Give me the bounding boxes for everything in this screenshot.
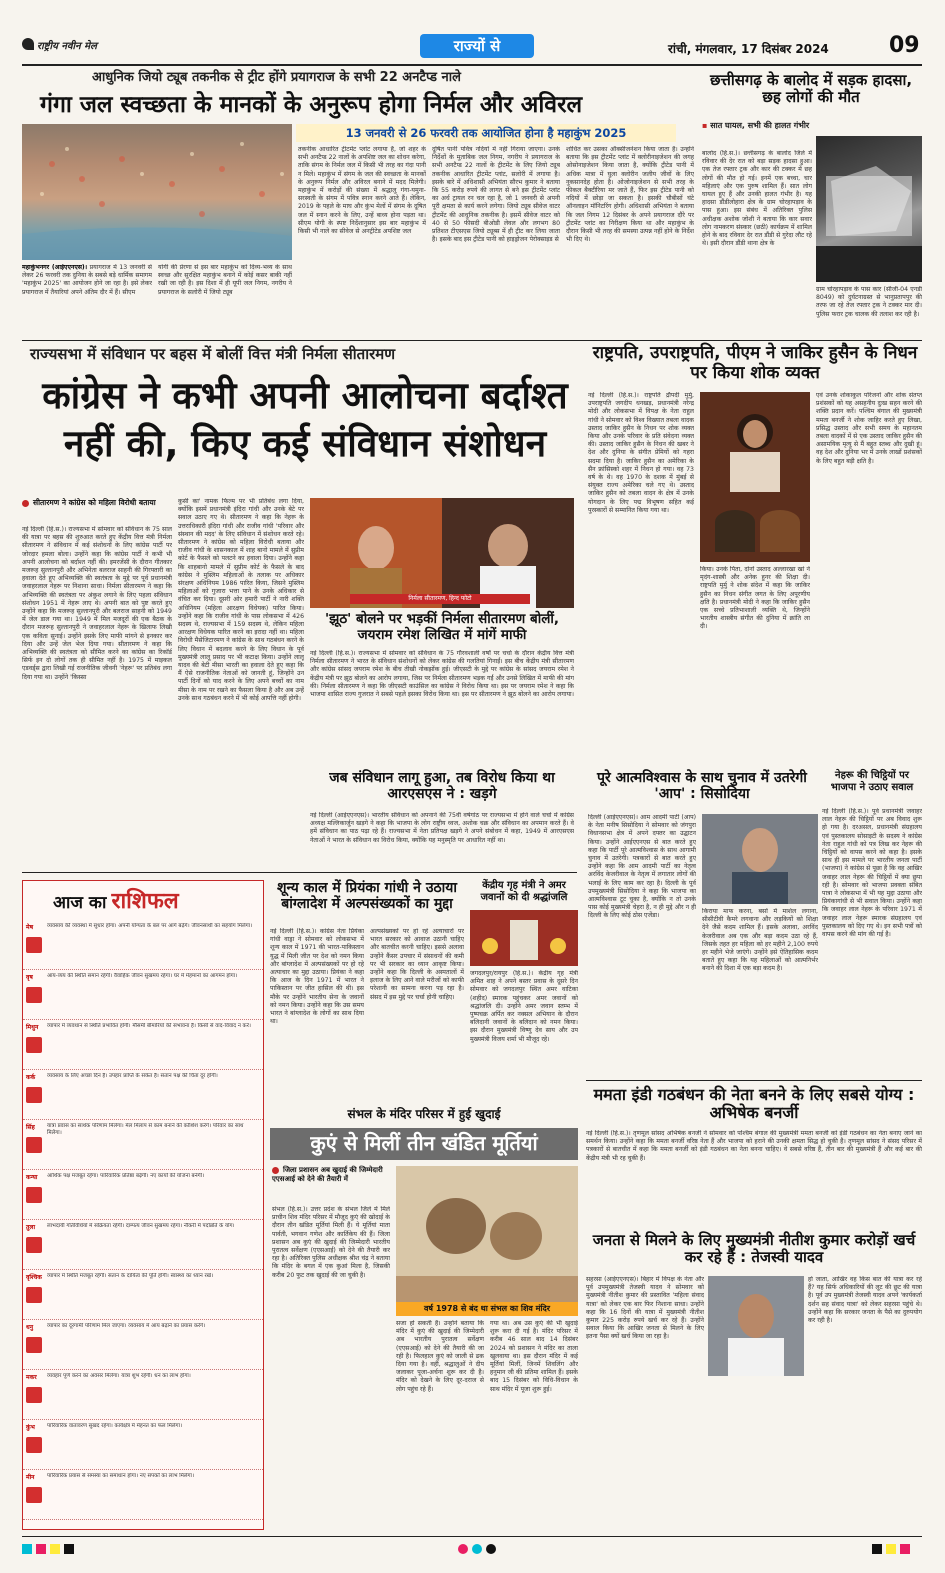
zodiac-prediction: व्यापार का दूरगामी परिणाम मिल जाएगा। व्यवसाय में आय बढ़ाने का प्रयास करेंगे। bbox=[47, 1323, 206, 1329]
zodiac-sign-icon bbox=[26, 1287, 42, 1303]
sisodia-body2: किराया माफ करना, बसों में मार्शल लगाना, सीसीटीवी कैमरे लगवाना और लड़कियों को शिक्षा देने जैसे कदम शामिल हैं। इसके अलावा, अरविंद केजरीवाल अब एक और बड़ा कदम उठा रहे हैं, जिसके तहत हर महिला को हर महीने 2,100 रुपये हर महीने भेजे जाएंगे। उन्होंने इसे ऐतिहासिक कदम बताते हुए कहा कि यह महिलाओं को आत्मनिर्भर बनाने की दिशा में एक बड़ा कदम है। bbox=[702, 908, 818, 973]
zodiac-row bbox=[23, 921, 263, 970]
tabla-illustration bbox=[700, 392, 810, 562]
sambhal-headline: कुएं से मिलीं तीन खंडित मूर्तियां bbox=[310, 1131, 538, 1155]
dateline: रांची, मंगलवार, 17 दिसंबर 2024 bbox=[668, 42, 829, 56]
sitharaman-sub1-headline: 'झूठ' बोलने पर भड़कीं निर्मला सीतारमण बोलीं, जयराम रमेश लिखित में मांगें माफी bbox=[325, 611, 559, 643]
kumbh-kicker: आधुनिक जियो ट्यूब तकनीक से ट्रीट होंगे प्रयागराज के सभी 22 अनटैप्ड नाले bbox=[92, 70, 461, 85]
bullet-icon: ▪ bbox=[702, 121, 708, 130]
sambhal-kicker: संभल के मंदिर परिसर में हुई खुदाई bbox=[347, 1107, 501, 1121]
paper-name: राष्ट्रीय नवीन मेल bbox=[37, 41, 97, 52]
sitharaman-kicker: राज्यसभा में संविधान पर बहस में बोलीं वित्त मंत्री निर्मला सीतारमण bbox=[30, 345, 396, 363]
zodiac-name: मकर bbox=[26, 1374, 37, 1381]
paper-logo bbox=[22, 36, 132, 54]
sisodia-headline: पूरे आत्मविश्वास के साथ चुनाव में उतरेगी 'आप' : सिसोदिया bbox=[597, 770, 807, 803]
zodiac-sign-icon bbox=[26, 937, 42, 953]
color-swatch bbox=[886, 1544, 896, 1554]
sitharaman-headline: कांग्रेस ने कभी अपनी आलोचना बर्दाश्त नहीं की, किए कई संविधान संशोधन bbox=[42, 374, 568, 465]
sitharaman-sub2-headline: जब संविधान लागू हुआ, तब विरोध किया था आरएसएस ने : खड़गे bbox=[329, 770, 555, 803]
color-swatch bbox=[872, 1544, 882, 1554]
parliament-photo bbox=[310, 498, 574, 608]
color-swatch bbox=[50, 1544, 60, 1554]
zodiac-sign-icon bbox=[26, 1237, 42, 1253]
registration-marks bbox=[22, 1544, 922, 1558]
zodiac-name: तुला bbox=[26, 1224, 36, 1231]
zodiac-list bbox=[23, 921, 263, 1525]
zodiac-sign-icon bbox=[26, 1437, 42, 1453]
masthead-rule bbox=[22, 64, 922, 66]
masthead bbox=[22, 30, 922, 64]
zodiac-prediction: यात्रा प्रवास का सार्थक परिणाम मिलेगा। मेल मिलाप से काम बनाने की कोशिश करेंगे। परिवार का साथ मिलेगा। bbox=[47, 1123, 244, 1136]
zodiac-row bbox=[23, 1221, 263, 1270]
zakir-col1: नई दिल्ली (हि.स.)। राष्ट्रपति द्रौपदी मुर्मु, उपराष्ट्रपति जगदीप धनखड़, प्रधानमंत्री नरेन्द्र मोदी और लोकसभा में विपक्ष के नेता राहुल गांधी ने सोमवार को विश्व विख्यात तबला वादक उस्ताद जाकिर हुसैन के निधन पर शोक व्यक्त किया और उनके परिवार के प्रति संवेदना व्यक्त की। उस्ताद जाकिर हुसैन के निधन की खबर ने देश और दुनिया के संगीत प्रेमियों को गहरा सदमा दिया है। जाकिर हुसैन का अमेरिका के सैन फ्रांसिस्को शहर में निधन हो गया। वह 73 वर्ष के थे। वह 1970 के दशक में मुंबई से संयुक्त राज्य अमेरिका चले गए थे। उस्ताद जाकिर हुसैन को तबला वादन के क्षेत्र में उनके योगदान के लिए पद्म विभूषण सहित कई पुरस्कारों से सम्मानित किया गया था। bbox=[588, 392, 694, 514]
bullet-icon bbox=[272, 1167, 279, 1174]
zodiac-sign-icon bbox=[26, 1387, 42, 1403]
kumbh-subhead: 13 जनवरी से 26 फरवरी तक आयोजित होना है महाकुंभ 2025 bbox=[296, 124, 676, 142]
kumbh-col1: महाकुंभनगर (आईएएनएस)। प्रयागराज में 13 जनवरी से लेकर 26 फरवरी तक दुनिया के सबसे बड़े धार्मिक समागम 'महाकुंभ 2025' का आयोजन होने जा रहा है। इसे लेकर प्रयागराज में तैयारियां अपने अंतिम दौर में हैं। सीएम bbox=[22, 264, 152, 296]
tejashwi-body2: हो जाता, आखिर वह किस बात की यात्रा कर रहे हैं? यह सिर्फ अधिकारियों की लूट की छूट की यात्रा है। पूर्व उप मुख्यमंत्री तेजस्वी यादव अपने 'कार्यकर्ता दर्शन सह संवाद यात्रा' को लेकर सहरसा पहुंचे थे। उन्होंने कहा कि सरकार जनता के पैसे का दुरुपयोग कर रही है। bbox=[808, 1276, 922, 1325]
rashifal-title: आज का राशिफल bbox=[53, 889, 179, 914]
zodiac-prediction: पारिवारिक प्रयास से समस्या का समाधान होगा। नए संपर्कों का लाभ मिलेगा। bbox=[47, 1473, 194, 1479]
sambhal-caption: वर्ष 1978 से बंद था संभल का शिव मंदिर bbox=[396, 1302, 578, 1316]
balod-subhead: ▪ सात घायल, सभी की हालत गंभीर bbox=[702, 121, 810, 130]
zodiac-prediction: व्यापार में व्यवधान से स्थिति प्रभावित होगी। मौसमी बीमारियों की संभावना है। किसी से वाद-विवाद न करें। bbox=[47, 1023, 251, 1029]
shah-body: जगदलपुर/रायपुर (हि.स.)। केंद्रीय गृह मंत्री अमित शाह ने अपने बस्तर प्रवास के दूसरे दिन सोमवार को जगदलपुर स्थित अमर वाटिका (शहीद) स्मारक पहुंचकर अमर जवानों को श्रद्धांजलि दी। उन्होंने अमर जवान स्तम्भ में पुष्पचक्र अर्पित कर नक्सल अभियान के दौरान बलिदानी जवानों के बलिदान को नमन किया। इस दौरान मुख्यमंत्री विष्णु देव साय और उप मुख्यमंत्री विजय शर्मा भी मौजूद रहे। bbox=[470, 970, 578, 1043]
tejashwi-headline: जनता से मिलने के लिए मुख्यमंत्री नीतीश कुमार करोड़ों खर्च कर रहे हैं : तेजस्वी यादव bbox=[592, 1231, 916, 1267]
memorial-illustration bbox=[470, 910, 578, 966]
balod-photo-caption: ग्राम चोरहापड़ाव के पास कार (सीजी-04 एनडी 8049) को दुर्घटनाग्रस्त से भानुप्रतापपुर की तरफ जा रहे तेज रफ्तार ट्रक ने टक्कर मार दी। पुलिस फरार ट्रक चालक की तलाश कर रही है। bbox=[816, 286, 922, 318]
zodiac-sign-icon bbox=[26, 1137, 42, 1153]
zodiac-sign-icon bbox=[26, 1037, 42, 1053]
footer-rule bbox=[22, 1536, 922, 1537]
sitharaman-col2: कुर्सी का' नामक फिल्म पर भी प्रतिबंध लगा दिया, क्योंकि इसमें प्रधानमंत्री इंदिरा गांधी और उनके बेटे पर सवाल उठाए गए थे। सीतारमण ने कहा कि नेहरू के उत्तराधिकारी इंदिरा गांधी और राजीव गांधी 'परिवार और संस्थान की मदद' के लिए संविधान में संशोधन करते रहे। सीतारमण ने कांग्रेस को महिला विरोधी बताया और राजीव गांधी के शासनकाल में शाह बानो मामले में सुप्रीम कोर्ट के फैसले को पलटने का हवाला दिया। उन्होंने कहा कि शाहबानो मामले में सुप्रीम कोर्ट के फैसले के बाद कांग्रेस ने मुस्लिम महिलाओं के तलाक पर अधिकार संरक्षण अधिनियम 1986 पारित किया, जिसने मुस्लिम महिलाओं को गुजारा भत्ता पाने के उनके अधिकार से वंचित कर दिया। दूसरी ओर हमारी पार्टी ने नारी शक्ति अधिनियम (महिला आरक्षण विधेयक) पारित किया। उन्होंने कहा कि राजीव गांधी के पास लोकसभा में 426 सदस्य थे, राज्यसभा में 159 सदस्य थे, लेकिन महिला आरक्षण विधेयक पारित करने का इरादा नहीं था। महिला विरोधी मैसेजिटारमण ने कांग्रेस के साथ गठबंधन करने के लिए विधान में बदलाव करने के लिए विधान के पूर्व मुख्यमंत्री लालू प्रसाद पर भी कटाक्ष किया। उन्होंने लालू यादव की बेटी मीसा भारती का हवाला देते हुए कहा कि मैं ऐसे राजनीतिक नेताओं को जानती हूं, जिन्होंने उन पार्टी दिनों को याद करने के लिए अपने बच्चों का नाम मीसा के नाम पर रखने का फैसला किया है और अब उन्हें उनके साथ गठबंधन करने में भी कोई आपत्ति नहीं होगी। bbox=[178, 498, 304, 702]
zakir-photo bbox=[700, 392, 810, 562]
page-number: 09 bbox=[889, 33, 920, 58]
zodiac-row bbox=[23, 1471, 263, 1520]
zodiac-prediction: व्यवहार पूर्ण करने का अवसर मिलेगा। यात्रा शुभ रहेगी। धन का लाभ होगा। bbox=[47, 1373, 191, 1379]
zakir-col2: किया। उनके पिता, दोनों उस्ताद अल्लारखा खां ने मृदंग-शास्त्री और अनेक हुनर की शिक्षा दी। राष्ट्रपति मुर्मु ने शोक संदेश में कहा कि जाकिर हुसैन का निधन संगीत जगत के लिए अपूरणीय क्षति है। प्रधानमंत्री मोदी ने कहा कि जाकिर हुसैन एक सच्चे प्रतिभाशाली व्यक्ति थे, जिन्होंने भारतीय शास्त्रीय संगीत की दुनिया में क्रांति ला दी। bbox=[700, 566, 810, 631]
mamata-body: नई दिल्ली (हि.स.)। तृणमूल सांसद अभिषेक बनर्जी ने सोमवार को पश्चिम बंगाल की मुख्यमंत्री ममता बनर्जी को इंडी गठबंधन का नेता बनाए जाने का समर्थन किया। उन्होंने कहा कि ममता बनर्जी वरिष्ठ नेता हैं और भाजपा को हराने की उनकी क्षमता सिद्ध हो चुकी है। तृणमूल सांसद ने संसद परिसर में पत्रकारों से बातचीत में कहा कि ममता बनर्जी को इंडी गठबंधन का नेता बनना चाहिए। वे सबसे वरिष्ठ हैं, तीन बार की मुख्यमंत्री हैं और कई बार की केंद्रीय मंत्री भी रह चुकी हैं। bbox=[586, 1130, 922, 1162]
mamata-headline: ममता इंडी गठबंधन की नेता बनने के लिए सबसे योग्य : अभिषेक बनर्जी bbox=[593, 1085, 915, 1123]
kumbh-col4: दूषित पानी पवित्र नदियों में नहीं गिराया जाएगा। उनके निर्देशों के मुताबिक जल निगम, नगरीय ने प्रयागराज के सभी अनटैप्ड 22 नालों के ट्रीटमेंट के लिए जियो ट्यूब तकनीक आधारित ट्रीटमेंट प्लांट, सलोरी में लगाया है। इसके बारे में अधिशासी अभियंता सौरभ कुमार ने बताया कि 55 करोड़ रुपये की लागत से बने इस ट्रीटमेंट प्लांट का अर्ध ट्रायल रन चल रहा है, जो 1 जनवरी से अपनी पूरी क्षमता से कार्य करने लगेगा। जियो ट्यूब सीवेज वाटर ट्रीटमेंट की आधुनिक तकनीक है। इसमें सीवेज वाटर को 40 से 50 फीसदी बीओडी लेवल और लगभग 80 प्रतिशत टीएसएस जियो ट्यूब्स में ही ट्रीट कर लिया जाता है। इसके बाद इस ट्रीटेड पानी को हाइड्रोजन पेरोक्साइड से bbox=[432, 146, 560, 244]
photo-caption: निर्मला सीतारमण, हिन्द फोटो bbox=[350, 594, 530, 604]
zakir-headline: राष्ट्रपति, उपराष्ट्रपति, पीएम ने जाकिर हुसैन के निधन पर किया शोक व्यक्त bbox=[592, 343, 918, 383]
kumbh-headline: गंगा जल स्वच्छता के मानकों के अनुरूप होगा निर्मल और अविरल bbox=[40, 92, 583, 118]
zodiac-prediction: व्यवसाय के लिए अच्छा दिन है। उपहार प्राप्ति के संकेत हैं। संतान पक्ष की चिंता दूर होगी। bbox=[47, 1073, 218, 1079]
zodiac-sign-icon bbox=[26, 1087, 42, 1103]
zodiac-name: वृष bbox=[26, 974, 33, 981]
tejashwi-body: सहरसा (आईएएनएस)। बिहार में विपक्ष के नेता और पूर्व उपमुख्यमंत्री तेजस्वी यादव ने सोमवार को मुख्यमंत्री नीतीश कुमार की प्रस्तावित 'महिला संवाद यात्रा' को लेकर एक बार फिर निशाना साधा। उन्होंने कहा कि 16 दिनों की यात्रा में मुख्यमंत्री नीतीश कुमार 225 करोड़ रुपये खर्च कर रहे हैं। उन्होंने सवाल किया कि आखिर जनता से मिलने के लिए इतना पैसा क्यों खर्च किया जा रहा है। bbox=[586, 1276, 704, 1341]
priyanka-col1: नई दिल्ली (हि.स.)। कांग्रेस नेता प्रियंका गांधी वाड्रा ने सोमवार को लोकसभा में शून्य काल में 1971 की भारत-पाकिस्तान युद्ध में मिली जीत पर देश को नमन किया और बांग्लादेश में अल्पसंख्यकों पर हो रहे अत्याचार का मुद्दा उठाया। प्रियंका ने कहा कि आज के दिन 1971 में भारत ने पाकिस्तान पर जीत हासिल की थी। इस मौके पर उन्होंने भारतीय सेना के जवानों को नमन किया। उन्होंने कहा कि उस समय भारत ने बांग्लादेश के लोगों का साथ दिया था। bbox=[270, 928, 364, 1026]
portrait-illustration bbox=[702, 814, 818, 904]
shah-headline: केंद्रीय गृह मंत्री ने अमर जवानों को दी श्रद्धांजलि bbox=[480, 880, 568, 903]
zodiac-row bbox=[23, 1171, 263, 1220]
zodiac-name: कुंभ bbox=[26, 1424, 35, 1431]
kumbh-dateline: महाकुंभनगर (आईएएनएस)। bbox=[22, 264, 88, 271]
zodiac-name: मीन bbox=[26, 1474, 35, 1481]
nehru-body: नई दिल्ली (हि.स.)। पूर्व प्रधानमंत्री जवाहर लाल नेहरू की चिट्ठियों पर अब विवाद शुरू हो गया है। दरअसल, प्रधानमंत्री संग्रहालय एवं पुस्तकालय सोसाइटी के सदस्य ने कांग्रेस नेता राहुल गांधी को पत्र लिख कर नेहरू की चिट्ठियों को वापस करने को कहा है। इसके साथ ही इस मामले पर भारतीय जनता पार्टी (भाजपा) ने कांग्रेस से पूछा है कि वह आखिर जवाहर लाल नेहरू की चिट्ठियों में क्या छुपा रही है। सोमवार को भाजपा प्रवक्ता संबित पात्रा ने लोकसभा में भी यह मुद्दा उठाया और प्रियंकागांधी से भी सवाल किया। उन्होंने कहा कि जवाहर लाल नेहरू के परिवार 1971 में जवाहर लाल नेहरू स्मारक संग्रहालय एवं पुस्तकालय को दिए गए थे। इन सभी पत्रों को वापस करने की मांग की गई है। bbox=[822, 808, 922, 939]
zodiac-row bbox=[23, 971, 263, 1020]
zodiac-prediction: व्यवसाय की व्यवस्था में सुधार होगा। अपनी योग्यता के बल पर आगे बढ़ेंगे। जीवनसाथी का सहयोग मिलेगा। bbox=[47, 923, 253, 929]
tejashwi-photo bbox=[708, 1276, 804, 1376]
sitharaman-bullet: सीतारमण ने कांग्रेस को महिला विरोधी बताया bbox=[22, 498, 172, 508]
zodiac-name: सिंह bbox=[26, 1124, 35, 1131]
section-rule-2 bbox=[22, 872, 577, 873]
color-swatch bbox=[900, 1544, 910, 1554]
sitharaman-col1: नई दिल्ली (हि.स.)। राज्यसभा में सोमवार को संविधान के 75 साल की यात्रा पर बहस की शुरुआत करते हुए केंद्रीय वित्त मंत्री निर्मला सीतारमण ने संविधान में कई संशोधनों के लिए कांग्रेस पार्टी पर जोरदार हमला बोला। उन्होंने कहा कि कांग्रेस पार्टी ने कभी भी अपनी आलोचना को बर्दाश्त नहीं की। इमरजेंसी के दौरान गीतकार मजरूह सुल्तानपुरी और अभिनेता बलराज साहनी की गिरफ्तारी का हवाला देते हुए अभिव्यक्ति की स्वतंत्रता के मुद्दे पर पूर्व प्रधानमंत्री जवाहरलाल नेहरू पर निशाना साधा। निर्मला सीतारमण ने कहा कि अभिव्यक्ति की स्वतंत्रता पर अंकुश लगाने के लिए पहला संविधान संशोधन 1951 में नेहरू लाए थे। अपनी बात को पुष्ट करते हुए उन्होंने कहा कि मजरूह सुल्तानपुरी और बलराज साहनी को 1949 में जेल डाल गया था। 1949 में मिल मजदूरों की एक बैठक के दौरान मजरूह सुल्तानपुरी ने जवाहरलाल नेहरू के खिलाफ लिखी एक कविता सुनाई। उन्होंने इसके लिए माफी मांगने से इनकार कर दिया और उन्हें जेल भेज दिया गया। सीतारमण ने कहा कि अभिव्यक्ति की स्वतंत्रता को सीमित करने का कांग्रेस का रिकॉर्ड सिर्फ इन दो लोगों तक ही सीमित नहीं है। 1975 में माइकल एडवर्ड्स द्वारा लिखी गई राजनीतिक जीवनी 'नेहरू' पर प्रतिबंध लगा दिया गया था। उन्होंने 'किस्सा bbox=[22, 526, 172, 681]
zodiac-row bbox=[23, 1271, 263, 1320]
zodiac-name: कर्क bbox=[26, 1074, 36, 1081]
bullet-icon bbox=[22, 500, 29, 507]
zodiac-sign-icon bbox=[26, 1487, 42, 1503]
zodiac-row bbox=[23, 1121, 263, 1170]
kumbh-col3: तकनीक आधारित ट्रीटमेंट प्लांट लगाया है, जो शहर के सभी अनटैप्ड 22 नालों के अपशिष्ट जल का शोधन करेगा, ताकि संगम के निर्मल जल में किसी भी तरह का गंदा पानी न मिले। महाकुंभ में संगम के जल की स्वच्छता के मानकों के अनुरूप निर्मल और अविरल बनाने में मदद मिलेगी। महाकुंभ में करोड़ों की संख्या में श्रद्धालु गंगा-यमुना-सरस्वती के संगम में पवित्र स्नान करने आते हैं। लेकिन, 2019 के पहले के माघ और कुंभ मेलों में संगम के दूषित जल में स्नान करने के लिए, उन्हें बाध्य होना पड़ता था। सीएम योगी के स्पष्ट निर्देशानुसार इस बार महाकुंभ में किसी भी नाले का सीवेज से अनट्रीटेड अपशिष्ट जल bbox=[298, 146, 426, 236]
zodiac-prediction: व्यापार में स्थिति मजबूत रहेगी। संतान के दायित्व की पूर्ति होगी। स्वास्थ्य का ध्यान रखें। bbox=[47, 1273, 214, 1279]
kumbh-col2: योगी की प्रेरणा से इस बार महाकुंभ को दिव्य-भव्य के साथ स्वच्छ और सुरक्षित महाकुंभ बनाने में कोई कसर बाकी नहीं रखी जा रही है। इस दिशा में ही यूपी जल निगम, नगरीय ने प्रयागराज के सलोरी में जियो ट्यूब bbox=[158, 264, 292, 296]
zodiac-name: मेष bbox=[26, 924, 34, 931]
zodiac-prediction: लाभदायी गतिविधियों में सक्रियता रहेगी। दाम्पत्य जीवन सुखमय रहेगा। नौकरी में पदोन्नति के योग। bbox=[47, 1223, 235, 1229]
sisodia-body: दिल्ली (आईएएनएस)। आम आदमी पार्टी (आप) के नेता मनीष सिसोदिया ने सोमवार को जंगपुरा विधानसभा क्षेत्र में अपने दफ्तर का उद्घाटन किया। उन्होंने आईएएनएस से बात करते हुए कहा कि पार्टी पूरे आत्मविश्वास के साथ आगामी चुनाव में उतरेगी। पत्रकारों से बात करते हुए उन्होंने कहा कि आम आदमी पार्टी का नेतृत्व अरविंद केजरीवाल के नेतृत्व में लगातार लोगों की भलाई के लिए काम कर रहा है। दिल्ली के पूर्व उपमुख्यमंत्री सिसोदिया ने कहा कि भाजपा का आत्मविश्वास टूट चुका है, क्योंकि न तो उनके पास कोई मुख्यमंत्री चेहरा है, न ही मुद्दे और न ही दिल्ली के लिए कोई ठोस एजेंडा। bbox=[588, 814, 696, 920]
balod-body: बालोद (हि.स.)। छत्तीसगढ़ के बालोद जिले में रविवार की देर रात को बड़ा सड़क हादसा हुआ। एक तेज रफ्तार ट्रक और कार की टक्कर में छह लोगों की मौत हो गई। इनमें एक बच्चा, चार महिलाएं और एक पुरुष शामिल हैं। सात लोग घायल हुए हैं और उनकी हालत गंभीर है। यह हादसा डौंडीलोहारा क्षेत्र के ग्राम चोरहापड़ाव के पास हुआ। इस संबंध में अतिरिक्त पुलिस अधीक्षक अशोक जोशी ने बताया कि कार सवार लोग नामकरण संस्कार (छठी) कार्यक्रम में शामिल होने के बाद रविवार देर रात डौंडी से गुरेदा लौट रहे थे। इसी दौरान डौंडी थाना क्षेत्र के bbox=[702, 150, 812, 248]
color-swatch bbox=[22, 1544, 32, 1554]
color-swatch bbox=[36, 1544, 46, 1554]
balod-headline: छत्तीसगढ़ के बालोद में सड़क हादसा, छह लोगों की मौत bbox=[709, 71, 913, 107]
kumbh-col5: शोधित कर उसका ऑक्सीजनेशन किया जाता है। उन्होंने बताया कि इस ट्रीटमेंट प्लांट में क्लोरीनाइजेशन की जगह ओसोनाइजेशन किया जाता है, क्योंकि ट्रीटेड पानी में अधिक मात्रा में घुला क्लोरीन जलीय जीवों के लिए नुकसानदेह होता है। ओजोनाइजेशन से सभी तरह के फीकल बैक्टीरिया मर जाते हैं, फिर इस ट्रीटेड पानी को नदियों में छोड़ा जा सकता है। इसकी चौबीसों घंटे ऑनलाइन मॉनिटरिंग होगी। अधिशासी अभियंता ने बताया कि जल निगम 12 दिसंबर के अपने प्रयागराज दौरे पर ट्रीटमेंट प्लांट का निरीक्षण किया था और महाकुंभ के दौरान किसी भी तरह की समस्या उत्पन्न नहीं होने के निर्देश भी दिए थे। bbox=[566, 146, 694, 244]
sitharaman-sub2-body: नई दिल्ली (आईएएनएस)। भारतीय संविधान को अपनाने की 75वीं वर्षगांठ पर राज्यसभा में होने वाले चर्चा में कांग्रेस अध्यक्ष मल्लिकार्जुन खड़गे ने कहा कि भाजपा के लोग राष्ट्रीय ध्वज, अशोक चक्र और संविधान का अपमान करते हैं। वे हमें संविधान का पाठ पढ़ा रहे हैं। राज्यसभा में नेता प्रतिपक्ष खड़गे ने अपने संबोधन में कहा, 1949 में आरएसएस नेताओं ने भारत के संविधान का विरोध किया, क्योंकि यह मनुस्मृति पर आधारित नहीं था। bbox=[310, 812, 574, 844]
zodiac-name: धनु bbox=[26, 1324, 34, 1331]
kumbh-crowd-photo bbox=[22, 124, 292, 260]
section-rule-1 bbox=[22, 340, 922, 341]
sambhal-body: संभल (हि.स.)। उत्तर प्रदेश के संभल जिले में मिले प्राचीन शिव मंदिर परिसर में मौजूद कुएं की खोदाई के दौरान तीन खंडित मूर्तियां मिली हैं। ये मूर्तियां माता पार्वती, भगवान गणेश और कार्तिकेय की हैं। जिला प्रशासन अब कुएं की खुदाई की जिम्मेदारी भारतीय पुरातत्व सर्वेक्षण (एएसआई) को देने की तैयारी कर रहा है। अतिरिक्त पुलिस अधीक्षक श्रीश चंद्र ने बताया कि मंदिर के बगल में एक कुआं मिला है, जिसकी करीब 20 फुट तक खुदाई की जा चुकी है। bbox=[272, 1206, 390, 1279]
eagle-icon bbox=[22, 38, 34, 50]
zodiac-sign-icon bbox=[26, 1337, 42, 1353]
zodiac-prediction: आय-व्यय की स्थिति समान रहेगी। वैवाहिक जीवन सुखमय रहेगा। घर में मेहमानों का आगमन होगा। bbox=[47, 973, 238, 979]
zodiac-row bbox=[23, 1421, 263, 1470]
zodiac-row bbox=[23, 1321, 263, 1370]
priyanka-col2: अल्पसंख्यकों पर हो रहे अत्याचारों पर भारत सरकार को आवाज उठानी चाहिए और बातचीत करनी चाहिए। इससे अलावा उन्होंने कैंसर उपचार में संसाधनों की कमी पर भी सरकार का ध्यान आकृष्ट किया। उन्होंने कहा कि दिल्ली के अस्पतालों में इलाज के लिए आने वाले मरीजों को काफी परेशानी का सामना करना पड़ रहा है। संसद में इस मुद्दे पर चर्चा होनी चाहिए। bbox=[370, 928, 464, 1001]
zodiac-prediction: आर्थिक पक्ष मजबूत रहेगा। पारिवारिक प्रतिष्ठा बढ़ेगी। नए कार्यों की योजना बनेगी। bbox=[47, 1173, 205, 1179]
color-swatch bbox=[486, 1544, 496, 1554]
zodiac-name: मिथुन bbox=[26, 1024, 39, 1031]
color-swatch bbox=[472, 1544, 482, 1554]
zodiac-prediction: पारिवारिक वातावरण सुखद रहेगा। कार्यक्षेत्र में मेहनत का फल मिलेगा। bbox=[47, 1423, 183, 1429]
sambhal-body3: गया था। अब उस कुएं की भी खुदाई शुरू करा दी गई है। मंदिर परिसर में करीब 46 साल बाद 14 दिसंबर 2024 को प्रशासन ने मंदिर का ताला खुलवाया था। इस दौरान मंदिर में कई मूर्तियां मिलीं, जिनमें शिवलिंग और हनुमान जी की प्रतिमा शामिल हैं। इसके बाद 15 दिसंबर को विधि-विधान के साथ मंदिर में पूजा शुरू हुई। bbox=[490, 1320, 578, 1393]
nehru-headline: नेहरू की चिट्ठियों पर भाजपा ने उठाए सवाल bbox=[830, 770, 914, 793]
zodiac-row bbox=[23, 1071, 263, 1120]
crowd-illustration bbox=[22, 124, 292, 260]
parliament-illustration bbox=[310, 498, 574, 608]
idols-illustration bbox=[396, 1166, 578, 1316]
balod-accident-photo bbox=[816, 136, 922, 282]
zodiac-name: कन्या bbox=[26, 1174, 38, 1181]
zodiac-name: वृश्चिक bbox=[26, 1274, 42, 1281]
zodiac-sign-icon bbox=[26, 987, 42, 1003]
portrait-illustration bbox=[708, 1276, 804, 1376]
sambhal-headline-band bbox=[270, 1128, 578, 1160]
rashifal-box bbox=[22, 880, 264, 1530]
priyanka-headline: शून्य काल में प्रियंका गांधी ने उठाया बांग्लादेश में अल्पसंख्यकों का मुद्दा bbox=[276, 880, 458, 913]
section-tab: राज्यों से bbox=[420, 34, 534, 58]
sisodia-photo bbox=[702, 814, 818, 904]
sambhal-body2: सजा हो सकती है। उन्होंने बताया कि मंदिर में कुएं की खुदाई की जिम्मेदारी अब भारतीय पुरातत्व सर्वेक्षण (एएसआई) को देने की तैयारी की जा रही है। फिलहाल कुएं को जाली से ढक दिया गया है। वहीं, श्रद्धालुओं ने दीप जलाकर पूजा-अर्चना शुरू कर दी है। मंदिर को देखने के लिए दूर-दराज से लोग पहुंच रहे हैं। bbox=[396, 1320, 484, 1393]
color-swatch bbox=[64, 1544, 74, 1554]
zodiac-sign-icon bbox=[26, 1187, 42, 1203]
section-rule-3 bbox=[586, 1080, 922, 1081]
zodiac-row bbox=[23, 1021, 263, 1070]
sitharaman-sub1-body: नई दिल्ली (हि.स.)। राज्यसभा में सोमवार को संविधान के 75 गौरवशाली वर्षों पर चर्चा के दौरान केंद्रीय वित्त मंत्री निर्मला सीतारमण ने भारत के संविधान संशोधनों को लेकर कांग्रेस की गलतियां गिनाईं। इस बीच केंद्रीय मंत्री सीतारमण और कांग्रेस सांसद जयराम रमेश के बीच तीखी नोकझोंक हुई। जीएसटी के मुद्दे पर कांग्रेस के सांसद जयराम रमेश ने केंद्रीय मंत्री पर झूठ बोलने का आरोप लगाया, जिस पर निर्मला सीतारमण भड़क गईं और उनसे लिखित में माफी की मांग की। निर्मला सीतारमण ने कहा कि जीएसटी काउंसिल का कांग्रेस ने विरोध किया था। इस पर जयराम रमेश ने कहा कि भाजपा शासित राज्य गुजरात ने सबसे पहले इसका विरोध किया था। इस पर सीतारमण ने झूठ बोलने का आरोप लगाया। bbox=[310, 650, 574, 699]
wrecked-car-illustration bbox=[816, 136, 922, 282]
zodiac-row bbox=[23, 1371, 263, 1420]
sambhal-idols-photo bbox=[396, 1166, 578, 1316]
color-swatch bbox=[458, 1544, 468, 1554]
sambhal-bullet: जिला प्रशासन अब खुदाई की जिम्मेदारी एएसआई को देने की तैयारी में bbox=[272, 1166, 383, 1183]
shah-photo bbox=[470, 910, 578, 966]
zakir-col3: एवं उनके शोकाकुल परिजनों और शोक संतप्त प्रशंसकों को यह असहनीय दुःख सहन करने की शक्ति प्रदान करें। पश्चिम बंगाल की मुख्यमंत्री ममता बनर्जी ने शोक जाहिर करते हुए लिखा, प्रसिद्ध उस्ताद और सभी समय के महानतम तबला वादकों में से एक उस्ताद जाकिर हुसैन की असामयिक मृत्यु से मैं बहुत स्तब्ध और दुखी हूं। वह देश और दुनिया भर में उनके लाखों प्रशंसकों के लिए बहुत बड़ी क्षति है। bbox=[816, 392, 922, 465]
